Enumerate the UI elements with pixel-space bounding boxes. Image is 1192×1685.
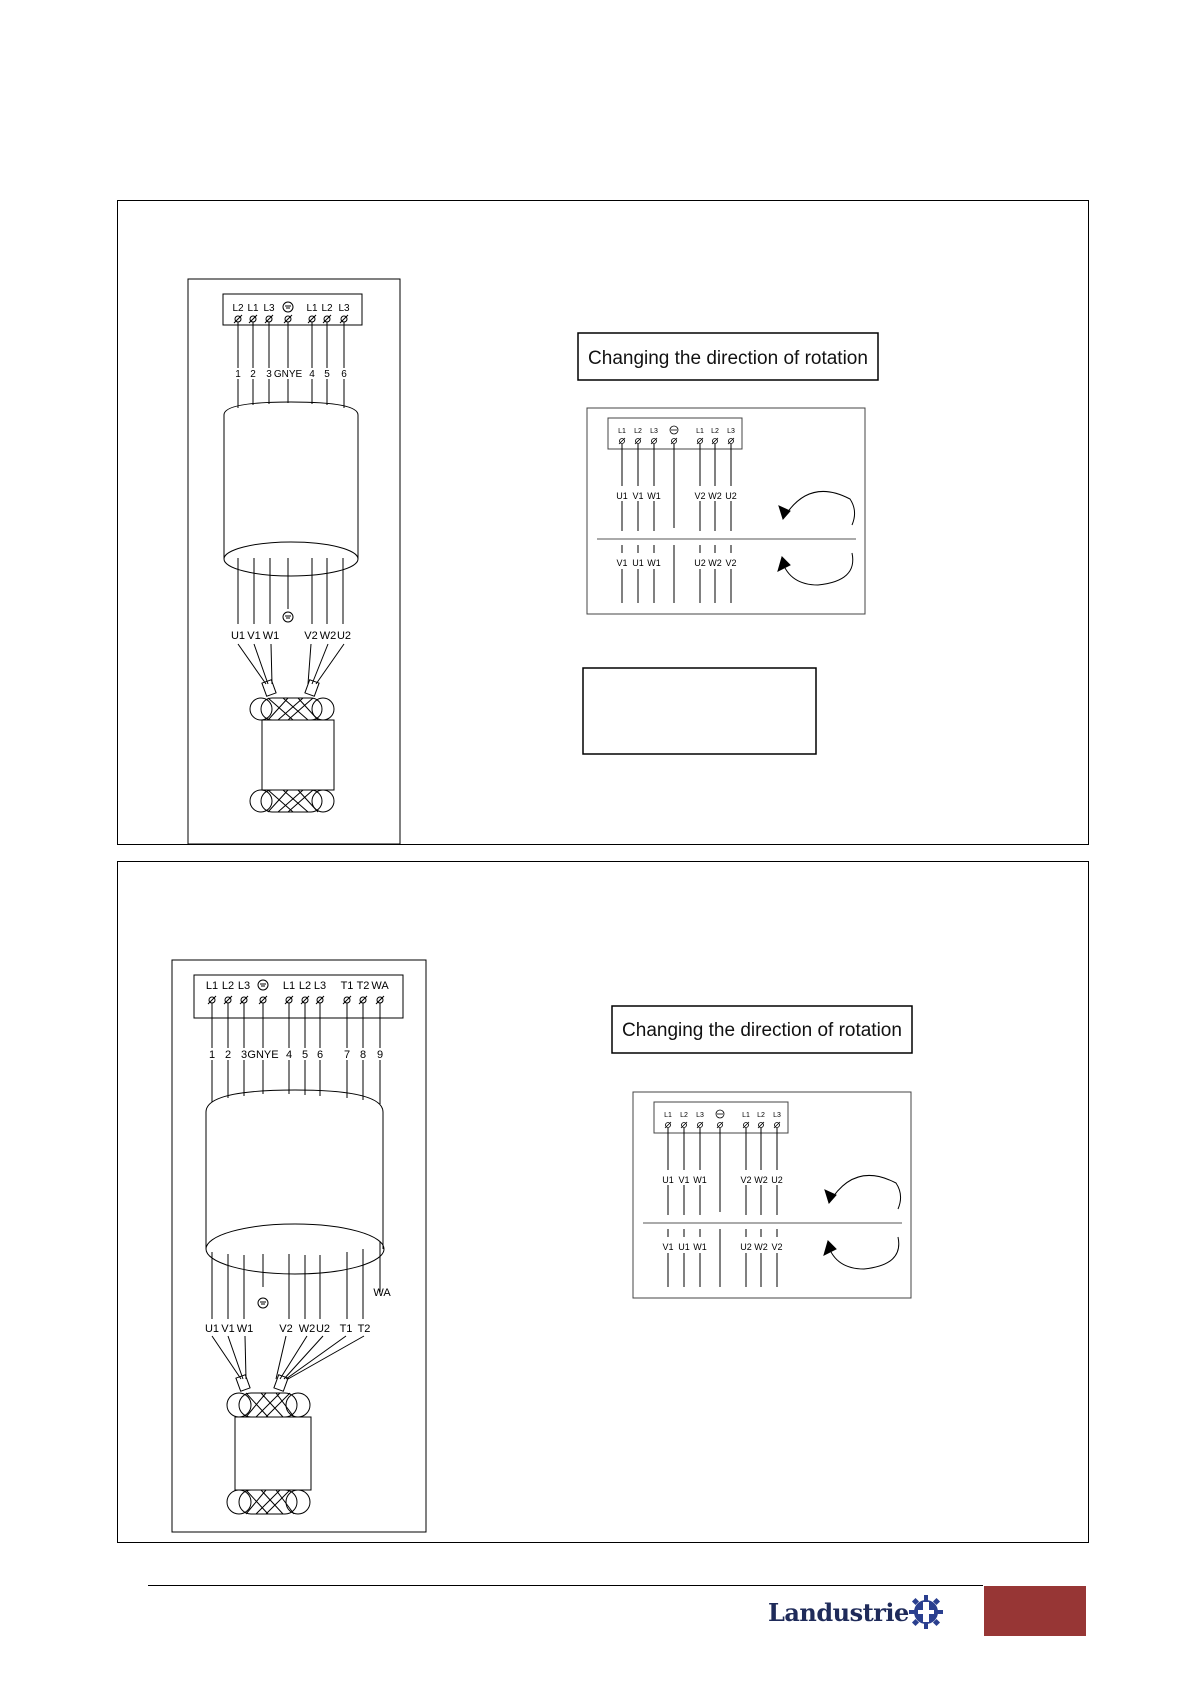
rotation-diagram <box>633 1092 911 1298</box>
wire-number: 8 <box>359 1049 367 1061</box>
ground-icon <box>283 302 293 312</box>
terminal-label: L2 <box>298 980 312 992</box>
rot-terminal-label: L3 <box>773 1112 781 1119</box>
rot-lead-label: W1 <box>693 1242 707 1252</box>
rot-lead-label: V2 <box>694 491 706 501</box>
lead-label: W2 <box>298 1323 316 1335</box>
rot-terminal-label: L1 <box>742 1112 750 1119</box>
lead-label: V2 <box>279 1323 293 1335</box>
panel1-diagram <box>118 201 1088 844</box>
wire-number: 7 <box>343 1049 351 1061</box>
brand-name: Landustrie <box>768 1598 909 1627</box>
terminal-label: L3 <box>338 303 350 314</box>
rot-terminal-label: L2 <box>634 428 642 435</box>
lead-label: U2 <box>315 1323 331 1335</box>
rot-lead-label: U2 <box>771 1175 783 1185</box>
lead-label: W1 <box>262 630 280 642</box>
rot-terminal-label: L2 <box>680 1112 688 1119</box>
rot-terminal-label: L2 <box>757 1112 765 1119</box>
rot-lead-label: W2 <box>708 558 722 568</box>
counterclockwise-arrow-icon <box>778 553 853 585</box>
brand-logo <box>768 1594 978 1634</box>
cable-bundle <box>238 644 344 812</box>
lead-label: W2 <box>319 630 337 642</box>
motor-frame <box>188 279 400 844</box>
wire-number: 6 <box>341 369 347 380</box>
terminal-label: L3 <box>263 303 275 314</box>
rot-lead-label: V1 <box>616 558 628 568</box>
wire-number: 1 <box>235 369 241 380</box>
rotation-title: Changing the direction of rotation <box>622 1020 902 1041</box>
rot-lead-label: W1 <box>647 491 661 501</box>
rot-terminal-label: L3 <box>650 428 658 435</box>
terminal-label: L2 <box>321 303 333 314</box>
rot-lead-label: V1 <box>662 1242 674 1252</box>
terminal-label: L1 <box>282 980 296 992</box>
clockwise-arrow-icon <box>825 1175 901 1209</box>
motor-cylinder <box>206 1090 384 1274</box>
wire-number: 4 <box>285 1049 293 1061</box>
wire-number: GNYE <box>273 369 303 380</box>
terminal-label: L3 <box>313 980 327 992</box>
rot-lead-label: U2 <box>725 491 737 501</box>
wire-number: 9 <box>376 1049 384 1061</box>
rot-lead-label: V2 <box>771 1242 783 1252</box>
wire-number: 6 <box>316 1049 324 1061</box>
rot-terminal-label: L2 <box>711 428 719 435</box>
rot-terminal-label: L3 <box>727 428 735 435</box>
rot-lead-label: U1 <box>678 1242 690 1252</box>
lead-label: V2 <box>304 630 318 642</box>
footer-rule <box>148 1585 983 1586</box>
ground-icon <box>258 980 268 990</box>
wiring-panel-thermal <box>117 861 1089 1543</box>
motor-frame <box>172 960 426 1532</box>
wire-number: 5 <box>324 369 330 380</box>
wire-number: 5 <box>301 1049 309 1061</box>
terminal-label: T2 <box>356 980 370 992</box>
ground-icon <box>258 1298 268 1308</box>
terminal-label: L1 <box>205 980 219 992</box>
blank-note-box <box>583 668 816 754</box>
landustrie-gear-logo-icon <box>908 1594 944 1630</box>
rot-terminal-label: L3 <box>696 1112 704 1119</box>
lead-label: U2 <box>336 630 352 642</box>
terminal-label: L1 <box>306 303 318 314</box>
rot-lead-label: V2 <box>725 558 737 568</box>
motor-cylinder <box>224 402 358 576</box>
rot-lead-label: U1 <box>662 1175 674 1185</box>
rot-lead-label: W1 <box>693 1175 707 1185</box>
wire-number: 2 <box>250 369 256 380</box>
rot-lead-label: W2 <box>754 1175 768 1185</box>
wire-number: 1 <box>208 1049 216 1061</box>
rot-lead-label: U1 <box>632 558 644 568</box>
lead-label: V1 <box>221 1323 235 1335</box>
rot-lead-label: V2 <box>740 1175 752 1185</box>
rot-lead-label: V1 <box>632 491 644 501</box>
rot-terminal-label: L1 <box>664 1112 672 1119</box>
rot-lead-label: U2 <box>740 1242 752 1252</box>
wa-lead-label: WA <box>373 1287 391 1299</box>
terminal-label: L2 <box>232 303 244 314</box>
clockwise-arrow-icon <box>779 491 855 525</box>
cable-bundle <box>212 1336 364 1514</box>
terminal-label: L3 <box>237 980 251 992</box>
rot-lead-label: U2 <box>694 558 706 568</box>
wire-number: 3 <box>240 1049 248 1061</box>
rot-terminal-label: L1 <box>618 428 626 435</box>
panel2-diagram <box>118 862 1088 1542</box>
footer-color-block <box>984 1586 1086 1636</box>
lead-label: T2 <box>357 1323 371 1335</box>
wiring-panel-standard <box>117 200 1089 845</box>
terminal-label: L1 <box>247 303 259 314</box>
rot-lead-label: V1 <box>678 1175 690 1185</box>
rotation-diagram <box>587 408 865 614</box>
terminal-label: T1 <box>340 980 354 992</box>
counterclockwise-arrow-icon <box>824 1237 899 1269</box>
terminal-screws <box>234 315 348 323</box>
wire-number: 4 <box>309 369 315 380</box>
lead-label: W1 <box>236 1323 254 1335</box>
terminal-label: WA <box>371 980 389 992</box>
wire-number: 2 <box>224 1049 232 1061</box>
terminal-label: L2 <box>221 980 235 992</box>
lead-label: U1 <box>204 1323 220 1335</box>
lead-label: U1 <box>230 630 246 642</box>
rot-lead-label: U1 <box>616 491 628 501</box>
lead-label: T1 <box>339 1323 353 1335</box>
rot-lead-label: W1 <box>647 558 661 568</box>
wire-number: GNYE <box>247 1049 279 1061</box>
rotation-title: Changing the direction of rotation <box>588 348 868 369</box>
rot-lead-label: W2 <box>754 1242 768 1252</box>
ground-icon <box>283 612 293 622</box>
wire-number: 3 <box>266 369 272 380</box>
rot-lead-label: W2 <box>708 491 722 501</box>
lead-label: V1 <box>247 630 261 642</box>
rot-terminal-label: L1 <box>696 428 704 435</box>
